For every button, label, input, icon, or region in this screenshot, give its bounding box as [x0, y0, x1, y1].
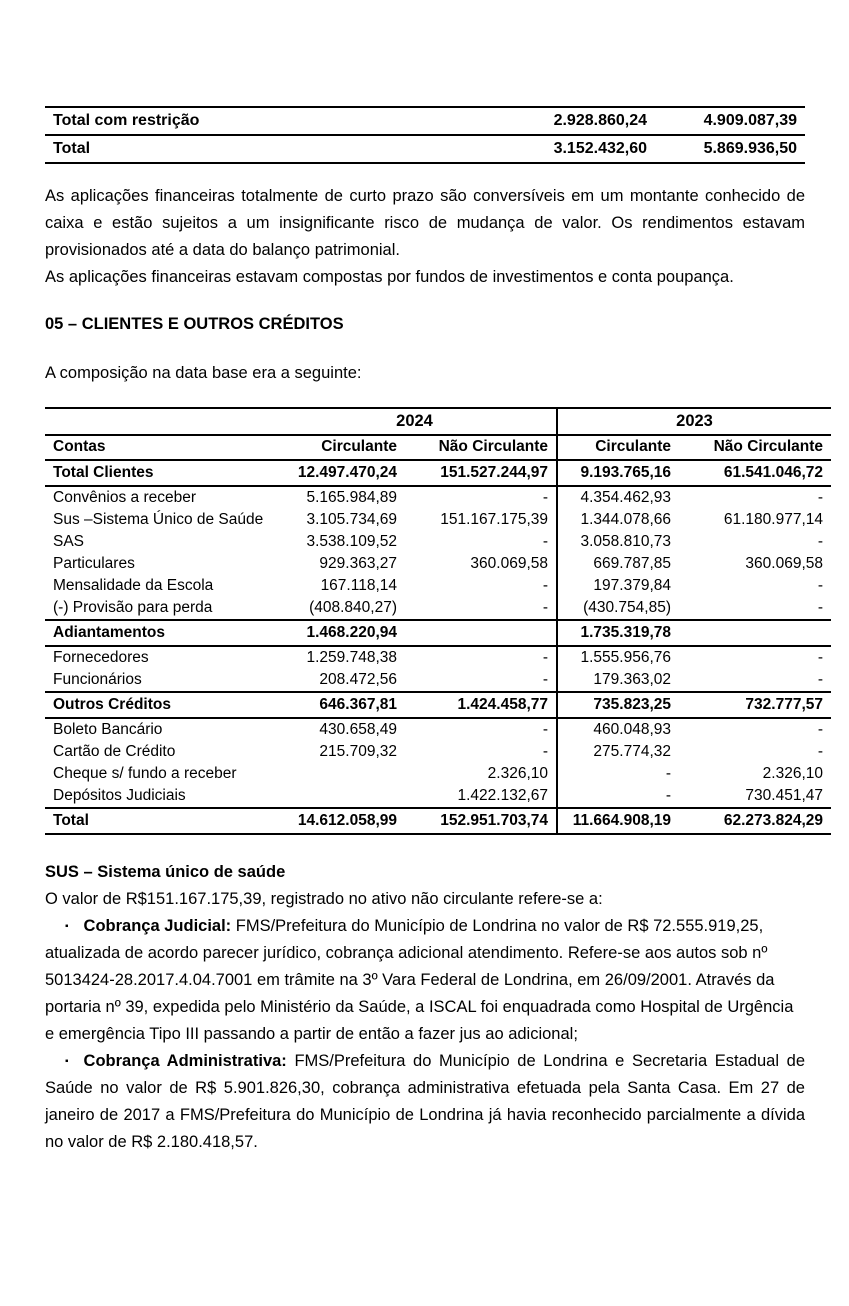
account-value: 61.541.046,72 — [679, 460, 831, 486]
document-page — [0, 106, 849, 1306]
account-value: - — [817, 599, 823, 616]
year-header-spacer — [45, 408, 273, 435]
account-value: 1.424.458,77 — [405, 692, 557, 718]
account-label: Convênios a receber — [53, 489, 197, 506]
account-value: 1.344.078,66 — [557, 509, 679, 531]
account-value: - — [542, 489, 548, 506]
account-value: - — [542, 649, 548, 666]
account-value: - — [542, 599, 548, 616]
account-label: SAS — [53, 533, 85, 550]
table-row — [45, 692, 831, 718]
year-header-2024: 2024 — [273, 408, 557, 435]
account-value: 430.658,49 — [319, 721, 397, 738]
account-value: 460.048,93 — [557, 718, 679, 741]
account-value: 732.777,57 — [679, 692, 831, 718]
account-value: 4.354.462,93 — [557, 486, 679, 509]
bullet-label: Cobrança Administrativa: — [83, 1052, 287, 1070]
table-row — [45, 509, 831, 531]
account-value: 9.193.765,16 — [557, 460, 679, 486]
table-row — [45, 575, 831, 597]
account-value: 208.472,56 — [319, 671, 397, 688]
account-value: - — [557, 785, 679, 808]
account-value: 3.058.810,73 — [557, 531, 679, 553]
column-header: Circulante — [557, 435, 679, 460]
bullet-item — [45, 913, 805, 1048]
account-value: - — [557, 763, 679, 785]
bullet-item — [45, 1048, 805, 1156]
account-label: Mensalidade da Escola — [53, 577, 214, 594]
summary-table — [45, 106, 805, 164]
account-value: - — [817, 533, 823, 550]
summary-label: Total com restrição — [45, 107, 505, 135]
account-label: Funcionários — [53, 671, 142, 688]
account-value: 61.180.977,14 — [723, 511, 823, 528]
account-value: - — [542, 671, 548, 688]
account-value: (408.840,27) — [309, 599, 397, 616]
account-value: - — [817, 577, 823, 594]
table-row — [45, 763, 831, 785]
account-value: 2.326,10 — [762, 765, 823, 782]
account-value: (430.754,85) — [557, 597, 679, 620]
account-value: - — [817, 649, 823, 666]
summary-value: 5.869.936,50 — [655, 135, 805, 163]
account-value: - — [542, 721, 548, 738]
table-row — [45, 107, 805, 135]
account-value: 360.069,58 — [745, 555, 823, 572]
account-value: 360.069,58 — [470, 555, 548, 572]
account-value — [273, 785, 405, 808]
account-value: 929.363,27 — [319, 555, 397, 572]
table-row — [45, 486, 831, 509]
table-row — [45, 741, 831, 763]
account-value — [405, 620, 557, 646]
account-value: 167.118,14 — [320, 577, 397, 594]
account-value: 12.497.470,24 — [273, 460, 405, 486]
account-value: 730.451,47 — [745, 787, 823, 804]
accounts-table — [45, 407, 831, 835]
account-value: 1.735.319,78 — [557, 620, 679, 646]
sus-section — [45, 859, 805, 1156]
summary-value: 4.909.087,39 — [655, 107, 805, 135]
intro-paragraph-2: As aplicações financeiras estavam compostas por fundos de investimentos e conta poupança. — [45, 268, 734, 286]
account-label: Adiantamentos — [45, 620, 273, 646]
account-label: (-) Provisão para perda — [53, 599, 213, 616]
account-value: - — [542, 577, 548, 594]
bullet-square-icon: ▪ — [65, 1056, 69, 1067]
table-row — [45, 808, 831, 834]
account-label: Cartão de Crédito — [53, 743, 176, 760]
account-value: 151.167.175,39 — [440, 511, 548, 528]
table-row — [45, 646, 831, 669]
account-value: 5.165.984,89 — [306, 489, 397, 506]
table-row — [45, 460, 831, 486]
table-row — [45, 669, 831, 692]
bullet-text: FMS/Prefeitura do Município de Londrina e Secretaria Estadual de Saúde no valor de R$ 5.901.826,30, cobrança administrativa efetuada pela Santa Casa. Em 27 de janeiro de 2017 a FMS/Prefeitura do Município de Londrina já havia reconhecido parcialmente a dívida no valor de R$ 2.180.418,57. — [45, 1052, 805, 1151]
accounts-table-body — [45, 460, 831, 834]
account-value: 1.555.956,76 — [557, 646, 679, 669]
column-header: Contas — [45, 435, 273, 460]
account-value: 11.664.908,19 — [557, 808, 679, 834]
year-header-2023: 2023 — [557, 408, 831, 435]
account-value: 14.612.058,99 — [273, 808, 405, 834]
column-header: Circulante — [273, 435, 405, 460]
summary-value: 2.928.860,24 — [505, 107, 655, 135]
account-value: 3.105.734,69 — [306, 511, 397, 528]
account-value: 1.259.748,38 — [306, 649, 397, 666]
column-header-row — [45, 435, 831, 460]
table-row — [45, 785, 831, 808]
table-row — [45, 718, 831, 741]
sus-heading: SUS – Sistema único de saúde — [45, 863, 286, 881]
account-value: 646.367,81 — [273, 692, 405, 718]
account-label: Outros Créditos — [45, 692, 273, 718]
account-value: 2.326,10 — [487, 765, 548, 782]
sus-intro: O valor de R$151.167.175,39, registrado no ativo não circulante refere-se a: — [45, 890, 603, 908]
account-value: - — [542, 533, 548, 550]
table-row — [45, 531, 831, 553]
table-row — [45, 553, 831, 575]
account-value: 3.538.109,52 — [306, 533, 397, 550]
account-value: 179.363,02 — [557, 669, 679, 692]
year-header-row — [45, 408, 831, 435]
table-row — [45, 597, 831, 620]
table-row — [45, 135, 805, 163]
account-value: 151.527.244,97 — [405, 460, 557, 486]
account-value: 275.774,32 — [557, 741, 679, 763]
account-value: 215.709,32 — [319, 743, 397, 760]
account-value — [679, 620, 831, 646]
account-value: - — [817, 489, 823, 506]
table-row — [45, 620, 831, 646]
account-label: Cheque s/ fundo a receber — [53, 765, 237, 782]
account-value: 669.787,85 — [557, 553, 679, 575]
account-label: Total Clientes — [45, 460, 273, 486]
bullet-label: Cobrança Judicial: — [83, 917, 232, 935]
account-value: 735.823,25 — [557, 692, 679, 718]
section-lead: A composição na data base era a seguinte: — [45, 364, 362, 382]
account-label: Total — [45, 808, 273, 834]
account-label: Particulares — [53, 555, 135, 572]
account-label: Sus –Sistema Único de Saúde — [53, 511, 264, 528]
account-value: 1.422.132,67 — [457, 787, 548, 804]
account-value: 152.951.703,74 — [405, 808, 557, 834]
account-value: - — [817, 743, 823, 760]
summary-value: 3.152.432,60 — [505, 135, 655, 163]
section-heading: 05 – CLIENTES E OUTROS CRÉDITOS — [45, 315, 344, 333]
column-header: Não Circulante — [405, 435, 557, 460]
account-value: 197.379,84 — [557, 575, 679, 597]
account-value: 1.468.220,94 — [273, 620, 405, 646]
account-value: - — [542, 743, 548, 760]
intro-paragraph-1: As aplicações financeiras totalmente de curto prazo são conversíveis em um montante conhecido de caixa e estão sujeitos a um insignificante risco de mudança de valor. Os rendimentos estavam provisionados até a data do balanço patrimonial. — [45, 187, 805, 259]
account-value: - — [817, 721, 823, 738]
account-label: Depósitos Judiciais — [53, 787, 186, 804]
account-value: - — [817, 671, 823, 688]
column-header: Não Circulante — [679, 435, 831, 460]
account-label: Fornecedores — [53, 649, 149, 666]
account-value: 62.273.824,29 — [679, 808, 831, 834]
account-value — [273, 763, 405, 785]
bullet-text: FMS/Prefeitura do Município de Londrina no valor de R$ 72.555.919,25, atualizada de acordo parecer jurídico, cobrança adicional atendimento. Refere-se aos autos sob nº 5013424-28.2017.4.04.7001 em trâmite na 3º Vara Federal de Londrina, em 26/09/2001. Através da portaria nº 39, expedida pelo Ministério da Saúde, a ISCAL foi enquadrada como Hospital de Urgência e emergência Tipo III passando a partir de então a fazer jus ao adicional; — [45, 917, 794, 1043]
bullet-square-icon: ▪ — [65, 921, 69, 932]
account-label: Boleto Bancário — [53, 721, 163, 738]
summary-label: Total — [45, 135, 505, 163]
